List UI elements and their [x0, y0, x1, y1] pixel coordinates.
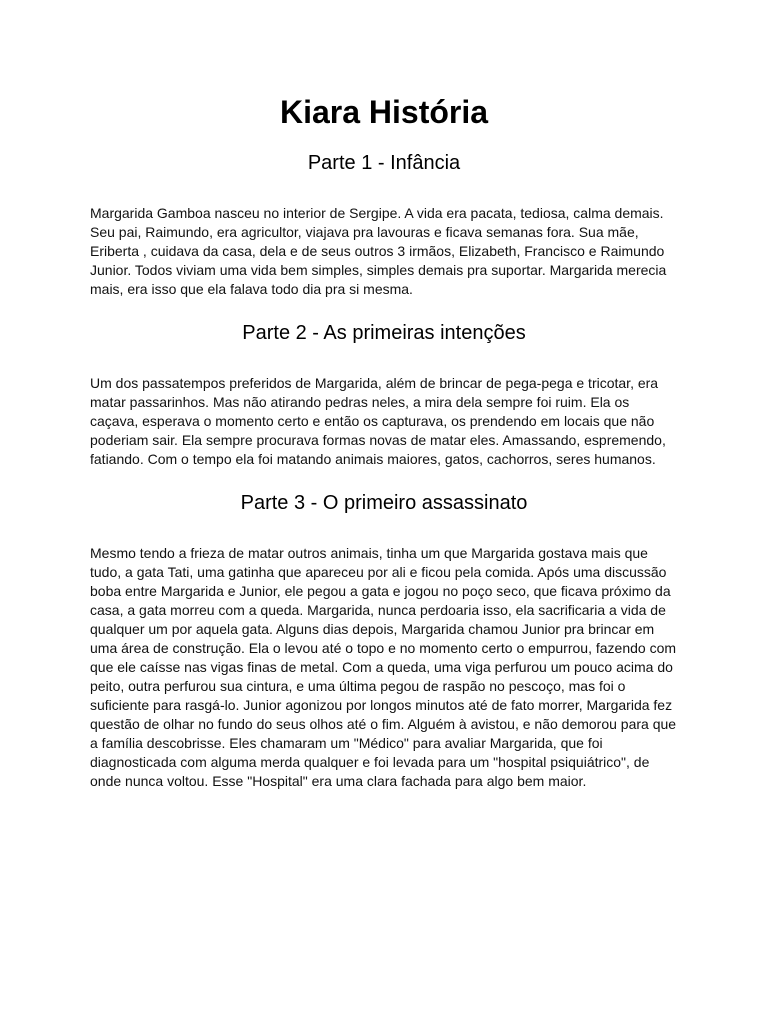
section-paragraph-2: Um dos passatempos preferidos de Margarida, além de brincar de pega-pega e tricotar, era matar passarinhos. Mas não atirando pedras neles, a mira dela sempre foi ruim. Ela os caçava, esperava o momento certo e então os capturava, os prendendo em locais que não poderiam sair. Ela sempre procurava formas novas de matar eles. Amassando, espremendo, fatiando. Com o tempo ela foi matando animais maiores, gatos, cachorros, seres humanos. [90, 375, 666, 467]
section-heading-3: Parte 3 - O primeiro assassinato [240, 492, 528, 514]
section-paragraph-1: Margarida Gamboa nasceu no interior de Sergipe. A vida era pacata, tediosa, calma demais. Seu pai, Raimundo, era agricultor, viajava pra lavouras e ficava semanas fora. Sua mãe, Eriberta , cuidava da casa, dela e de seus outros 3 irmãos, Elizabeth, Francisco e Raimundo Junior. Todos viviam uma vida bem simples, simples demais pra suportar. Margarida merecia mais, era isso que ela falava todo dia pra si mesma. [90, 205, 667, 297]
document-title: Kiara História [279, 94, 489, 130]
section-heading-2: Parte 2 - As primeiras intenções [242, 322, 526, 344]
section-paragraph-3: Mesmo tendo a frieza de matar outros animais, tinha um que Margarida gostava mais que tudo, a gata Tati, uma gatinha que apareceu por ali e ficou pela comida. Após uma discussão boba entre Margarida e Junior, ele pegou a gata e jogou no poço seco, que ficava próximo da casa, a gata morreu com a queda. Margarida, nunca perdoaria isso, ela sacrificaria a vida de qualquer um por aquela gata. Alguns dias depois, Margarida chamou Junior pra brincar em uma área de construção. Ela o levou até o topo e no momento certo o empurrou, fazendo com que ele caísse nas vigas finas de metal. Com a queda, uma viga perfurou um pouco acima do peito, outra perfurou sua cintura, e uma última pegou de raspão no pescoço, mas foi o suficiente para rasgá-lo. Junior agonizou por longos minutos até de fato morrer, Margarida fez questão de olhar no fundo do seus olhos até o fim. Alguém à avistou, e não demorou para que a família descobrisse. Eles chamaram um "Médico" para avaliar Margarida, que foi diagnosticada com alguma merda qualquer e foi levada para um "hospital psiquiátrico", de onde nunca voltou. Esse "Hospital" era uma clara fachada para algo bem maior. [90, 545, 677, 789]
section-heading-1: Parte 1 - Infância [307, 152, 461, 174]
